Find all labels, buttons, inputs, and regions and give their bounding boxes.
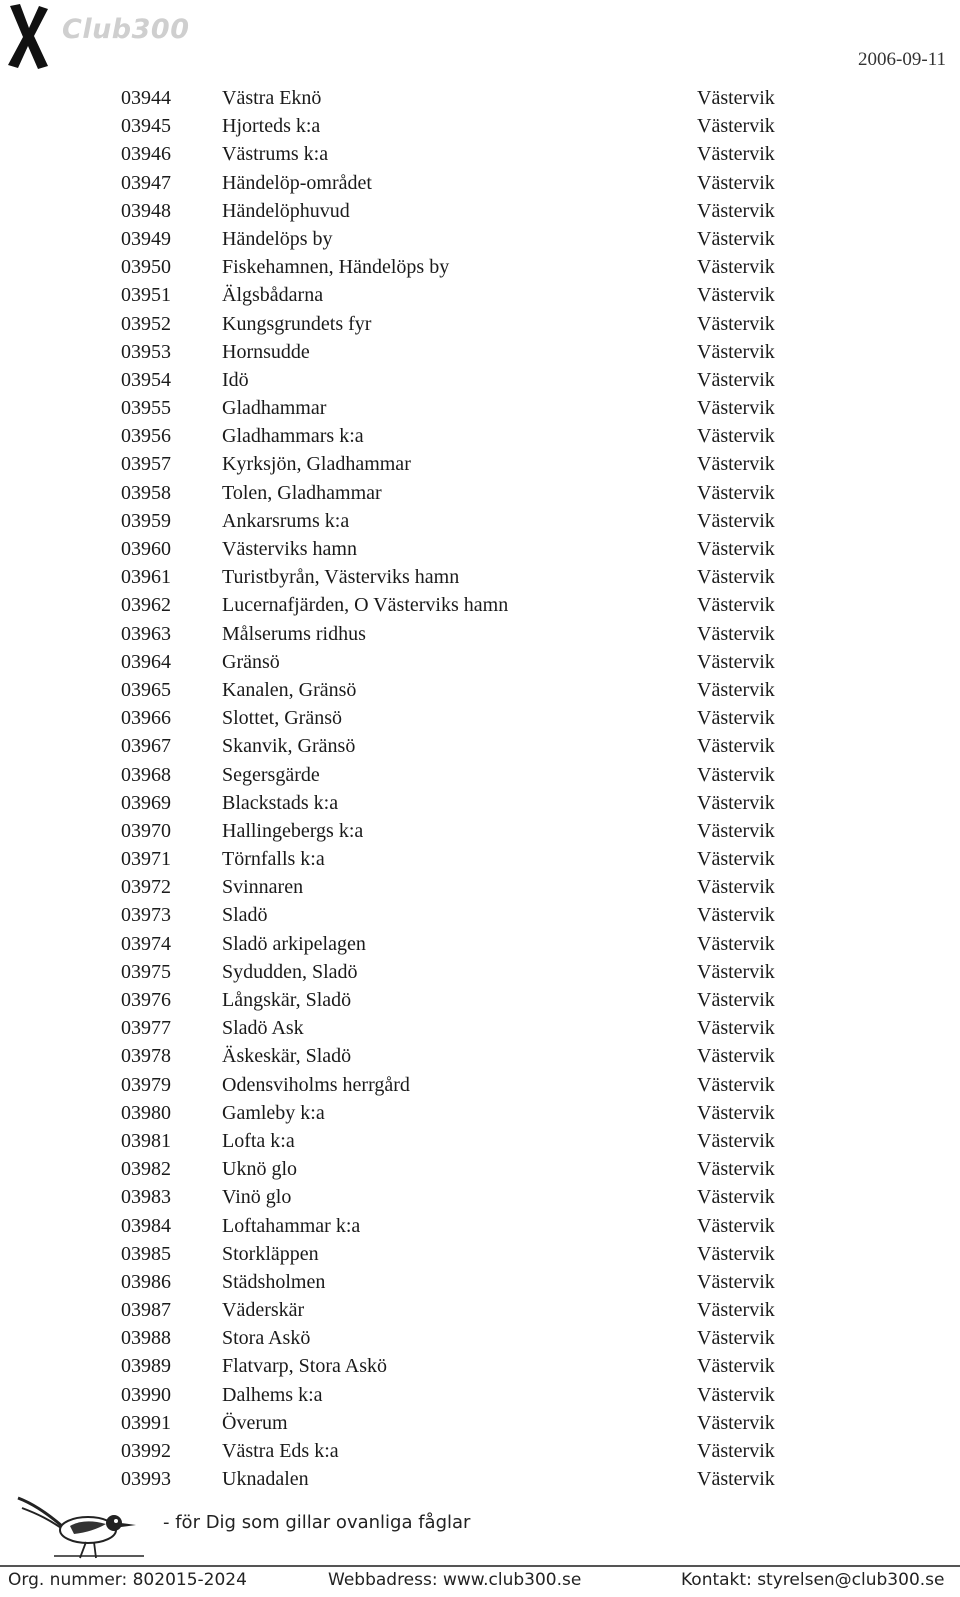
location-name: Kyrksjön, Gladhammar [222,453,411,476]
location-code: 03993 [121,1468,171,1491]
municipality: Västervik [697,284,775,307]
location-name: Kanalen, Gränsö [222,678,357,701]
logo-text: Club300 [62,14,190,45]
location-code: 03952 [121,312,171,335]
municipality: Västervik [697,848,775,871]
location-name: Händelöphuvud [222,199,350,222]
list-item [0,1099,960,1127]
list-item [0,253,960,281]
location-name: Idö [222,368,249,391]
location-name: Segersgärde [222,763,320,786]
location-name: Västra Eknö [222,87,322,109]
list-item [0,789,960,817]
location-code: 03948 [121,199,171,222]
location-code: 03959 [121,509,171,532]
municipality: Västervik [697,227,775,250]
list-item [0,1409,960,1437]
list-item [0,1240,960,1268]
location-name: Städsholmen [222,1270,326,1293]
location-code: 03974 [121,932,171,955]
municipality: Västervik [697,989,775,1011]
location-name: Törnfalls k:a [222,848,325,871]
location-name: Hornsudde [222,340,310,363]
location-name: Västra Eds k:a [222,1440,339,1462]
municipality: Västervik [697,199,775,222]
list-item [0,1268,960,1296]
list-item [0,1352,960,1380]
location-name: Västerviks hamn [222,538,357,560]
list-item [0,140,960,168]
municipality: Västervik [697,763,775,786]
location-name: Uknadalen [222,1468,309,1491]
municipality: Västervik [697,1383,775,1406]
location-name: Stora Askö [222,1327,311,1350]
tagline: - för Dig som gillar ovanliga fåglar [163,1512,471,1533]
location-name: Lofta k:a [222,1129,295,1152]
location-code: 03970 [121,819,171,842]
org-number: Org. nummer: 802015-2024 [8,1570,247,1590]
location-code: 03975 [121,960,171,983]
list-item [0,1127,960,1155]
location-code: 03992 [121,1440,171,1462]
municipality: Västervik [697,622,775,645]
municipality: Västervik [697,876,775,899]
location-name: Svinnaren [222,876,304,899]
list-item [0,112,960,140]
municipality: Västervik [697,1158,775,1181]
location-code: 03954 [121,368,171,391]
list-item [0,225,960,253]
municipality: Västervik [697,735,775,758]
location-name: Lucernafjärden, O Västerviks hamn [222,594,509,617]
page-header [0,0,960,80]
municipality: Västervik [697,115,775,138]
municipality: Västervik [697,1017,775,1040]
location-code: 03971 [121,848,171,871]
list-item [0,394,960,422]
location-name: Gamleby k:a [222,1101,325,1124]
list-item [0,535,960,563]
location-name: Gladhammar [222,397,327,420]
municipality: Västervik [697,566,775,589]
location-name: Sladö [222,904,268,927]
municipality: Västervik [697,594,775,617]
list-item [0,845,960,873]
location-code: 03979 [121,1073,171,1096]
municipality: Västervik [697,1101,775,1124]
municipality: Västervik [697,1045,775,1068]
location-name: Dalhems k:a [222,1383,323,1406]
municipality: Västervik [697,87,775,109]
location-code: 03982 [121,1158,171,1181]
list-item [0,1014,960,1042]
municipality: Västervik [697,1355,775,1378]
list-item [0,1465,960,1493]
municipality: Västervik [697,1073,775,1096]
list-item [0,1155,960,1183]
list-item [0,901,960,929]
list-item [0,197,960,225]
location-code: 03968 [121,763,171,786]
location-code: 03945 [121,115,171,138]
location-name: Gladhammars k:a [222,425,364,448]
location-name: Äskeskär, Sladö [222,1045,352,1068]
location-code: 03964 [121,650,171,673]
location-code: 03988 [121,1327,171,1350]
municipality: Västervik [697,1242,775,1265]
location-code: 03956 [121,425,171,448]
location-name: Överum [222,1411,288,1434]
list-item [0,1212,960,1240]
location-code: 03990 [121,1383,171,1406]
location-code: 03963 [121,622,171,645]
municipality: Västervik [697,538,775,560]
location-code: 03961 [121,566,171,589]
location-code: 03989 [121,1355,171,1378]
municipality: Västervik [697,932,775,955]
location-code: 03966 [121,707,171,730]
municipality: Västervik [697,678,775,701]
list-item [0,761,960,789]
location-name: Älgsbådarna [222,284,324,307]
location-code: 03946 [121,143,171,166]
location-name: Kungsgrundets fyr [222,312,372,335]
municipality: Västervik [697,256,775,279]
location-code: 03957 [121,453,171,476]
location-code: 03955 [121,397,171,420]
municipality: Västervik [697,1411,775,1434]
municipality: Västervik [697,397,775,420]
municipality: Västervik [697,1440,775,1462]
municipality: Västervik [697,1270,775,1293]
list-item [0,1324,960,1352]
location-name: Skanvik, Gränsö [222,735,356,758]
list-item [0,281,960,309]
list-item [0,366,960,394]
municipality: Västervik [697,960,775,983]
municipality: Västervik [697,1468,775,1491]
location-code: 03986 [121,1270,171,1293]
list-item [0,986,960,1014]
list-item [0,450,960,478]
location-name: Tolen, Gladhammar [222,481,382,504]
list-item [0,1183,960,1211]
location-code: 03973 [121,904,171,927]
location-code: 03977 [121,1017,171,1040]
location-code: 03981 [121,1129,171,1152]
location-list [0,84,960,1493]
municipality: Västervik [697,1214,775,1237]
location-name: Vinö glo [222,1186,292,1209]
list-item [0,338,960,366]
list-item [0,84,960,112]
location-name: Flatvarp, Stora Askö [222,1355,387,1378]
list-item [0,479,960,507]
municipality: Västervik [697,1129,775,1152]
location-code: 03962 [121,594,171,617]
municipality: Västervik [697,1186,775,1209]
municipality: Västervik [697,312,775,335]
location-code: 03983 [121,1186,171,1209]
location-code: 03987 [121,1299,171,1322]
page-footer [0,1492,960,1597]
list-item [0,1381,960,1409]
list-item [0,676,960,704]
list-item [0,817,960,845]
location-name: Fiskehamnen, Händelöps by [222,256,450,279]
municipality: Västervik [697,340,775,363]
location-code: 03976 [121,989,171,1011]
location-code: 03984 [121,1214,171,1237]
location-name: Sladö Ask [222,1017,304,1040]
list-item [0,958,960,986]
location-name: Blackstads k:a [222,791,339,814]
municipality: Västervik [697,650,775,673]
list-item [0,310,960,338]
list-item [0,732,960,760]
club300-x-logo-icon [4,2,52,70]
document-date: 2006-09-11 [858,49,946,70]
location-name: Väderskär [222,1299,305,1322]
location-code: 03944 [121,87,171,109]
list-item [0,1296,960,1324]
list-item [0,1042,960,1070]
location-code: 03980 [121,1101,171,1124]
municipality: Västervik [697,707,775,730]
bird-illustration-icon [14,1492,146,1562]
location-code: 03949 [121,227,171,250]
list-item [0,422,960,450]
location-name: Målserums ridhus [222,622,366,645]
location-code: 03978 [121,1045,171,1068]
location-name: Uknö glo [222,1158,297,1181]
list-item [0,1437,960,1465]
municipality: Västervik [697,481,775,504]
municipality: Västervik [697,1327,775,1350]
municipality: Västervik [697,509,775,532]
list-item [0,507,960,535]
location-code: 03965 [121,678,171,701]
location-name: Hallingebergs k:a [222,819,364,842]
location-code: 03953 [121,340,171,363]
list-item [0,704,960,732]
municipality: Västervik [697,143,775,166]
location-code: 03947 [121,171,171,194]
location-name: Händelöp-området [222,171,372,194]
location-name: Gränsö [222,650,280,673]
municipality: Västervik [697,171,775,194]
location-code: 03951 [121,284,171,307]
location-name: Hjorteds k:a [222,115,321,138]
list-item [0,873,960,901]
municipality: Västervik [697,1299,775,1322]
list-item [0,930,960,958]
location-code: 03967 [121,735,171,758]
municipality: Västervik [697,904,775,927]
list-item [0,169,960,197]
location-code: 03958 [121,481,171,504]
list-item [0,648,960,676]
municipality: Västervik [697,791,775,814]
location-name: Loftahammar k:a [222,1214,361,1237]
list-item [0,563,960,591]
list-item [0,1071,960,1099]
location-name: Storkläppen [222,1242,319,1265]
list-item [0,620,960,648]
location-code: 03985 [121,1242,171,1265]
footer-divider [0,1565,960,1567]
location-code: 03950 [121,256,171,279]
municipality: Västervik [697,453,775,476]
location-name: Sydudden, Sladö [222,960,358,983]
municipality: Västervik [697,819,775,842]
location-name: Slottet, Gränsö [222,707,342,730]
municipality: Västervik [697,368,775,391]
location-code: 03969 [121,791,171,814]
municipality: Västervik [697,425,775,448]
location-name: Västrums k:a [222,143,329,166]
location-name: Långskär, Sladö [222,989,352,1011]
location-name: Händelöps by [222,227,333,250]
contact-email: Kontakt: styrelsen@club300.se [681,1570,945,1590]
list-item [0,591,960,619]
location-code: 03991 [121,1411,171,1434]
location-name: Ankarsrums k:a [222,509,350,532]
location-name: Turistbyrån, Västerviks hamn [222,566,460,589]
web-address: Webbadress: www.club300.se [328,1570,582,1590]
location-code: 03972 [121,876,171,899]
location-code: 03960 [121,538,171,560]
location-name: Sladö arkipelagen [222,932,366,955]
location-name: Odensviholms herrgård [222,1073,410,1096]
